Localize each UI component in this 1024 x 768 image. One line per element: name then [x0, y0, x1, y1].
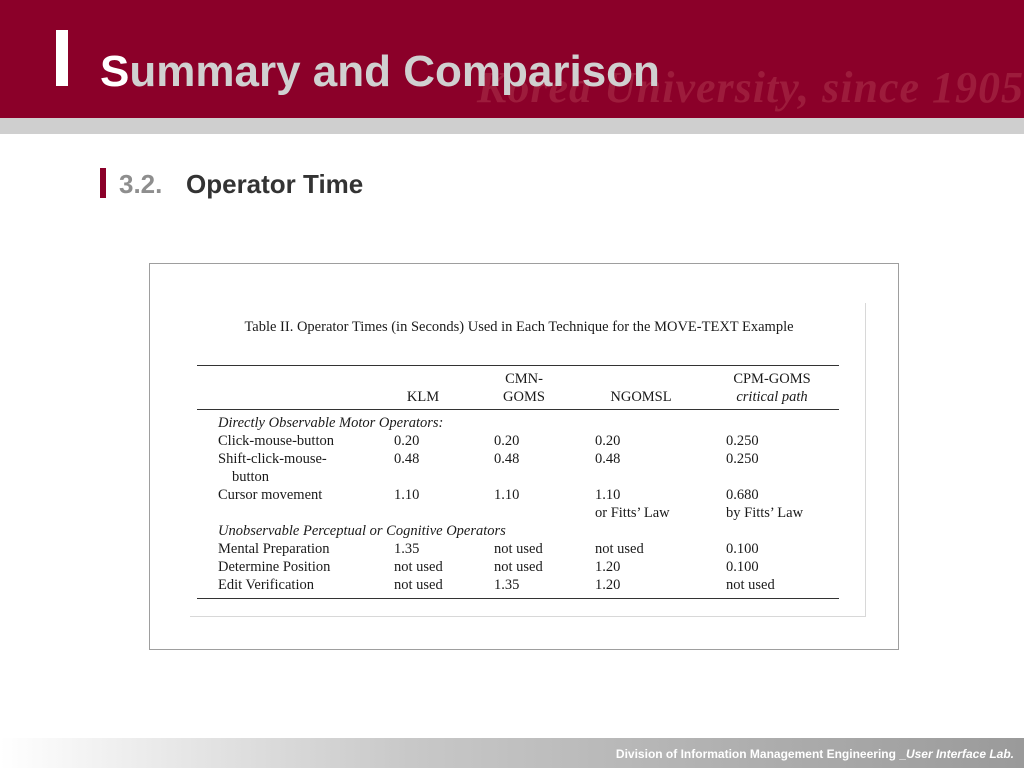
header-cpm-goms: CPM-GOMS critical path: [733, 371, 811, 405]
row-label: Determine Position: [218, 559, 331, 575]
top-rule: [197, 365, 839, 366]
footer-lab: User Interface Lab.: [905, 747, 1014, 761]
footer-credit: [616, 747, 1014, 761]
title-initial: S: [100, 47, 130, 96]
cell-cmn-goms: not used: [494, 541, 543, 557]
header-klm: KLM: [406, 389, 440, 405]
cell-cpm-goms: 0.100: [726, 541, 759, 557]
cell-ngomsl: not used: [595, 541, 644, 557]
header-divider: [0, 118, 1024, 134]
cell-cpm-goms: 0.680: [726, 487, 759, 503]
header-ngomsl: NGOMSL: [610, 389, 672, 405]
cell-cpm-goms: not used: [726, 577, 775, 593]
cell-cmn-goms: 1.10: [494, 487, 520, 503]
cell-ngomsl: 1.20: [595, 577, 621, 593]
slide-title: [100, 48, 660, 96]
cell-ngomsl: 1.10: [595, 487, 621, 503]
cell-cmn-goms: 0.48: [494, 451, 520, 467]
table-caption: Table II. Operator Times (in Seconds) Used in Each Technique for the MOVE-TEXT Example: [244, 319, 794, 335]
title-rest: ummary and Comparison: [129, 47, 660, 96]
subtitle-marker: [100, 168, 106, 198]
cell-klm: 1.35: [394, 541, 420, 557]
cell-cpm-goms: 0.250: [726, 433, 759, 449]
section-cognitive-heading: Unobservable Perceptual or Cognitive Operators: [218, 523, 506, 539]
cell-klm: 0.20: [394, 433, 420, 449]
title-bar-marker: [56, 30, 68, 86]
subtitle-number: 3.2.: [119, 169, 163, 199]
row-label: Click-mouse-button: [218, 433, 334, 449]
cell-klm: not used: [394, 559, 443, 575]
header-rule: [197, 409, 839, 410]
row-label: Shift-click-mouse-: [218, 451, 327, 467]
cell-ngomsl: 0.48: [595, 451, 621, 467]
university-watermark: Korea University, since 1905: [477, 63, 1024, 112]
row-label: Edit Verification: [218, 577, 314, 593]
row-label: Mental Preparation: [218, 541, 330, 557]
cell-klm: 1.10: [394, 487, 420, 503]
section-motor-heading: Directly Observable Motor Operators:: [218, 415, 444, 431]
cell-ngomsl-note: or Fitts’ Law: [595, 505, 670, 521]
cell-cmn-goms: 0.20: [494, 433, 520, 449]
footer-division: Division of Information Management Engineering _: [615, 747, 906, 761]
header-cmn-goms: CMN- GOMS: [503, 371, 545, 405]
bottom-rule: [197, 598, 839, 599]
cell-cpm-goms-note: by Fitts’ Law: [726, 505, 804, 521]
cell-klm: not used: [394, 577, 443, 593]
subtitle-text: Operator Time: [186, 169, 364, 199]
header-banner: [0, 0, 1024, 118]
cell-cpm-goms: 0.100: [726, 559, 759, 575]
cell-ngomsl: 1.20: [595, 559, 621, 575]
cell-ngomsl: 0.20: [595, 433, 621, 449]
cell-cpm-goms: 0.250: [726, 451, 759, 467]
row-label: Cursor movement: [218, 487, 323, 503]
cell-cmn-goms: not used: [494, 559, 543, 575]
cell-klm: 0.48: [394, 451, 420, 467]
row-label-continued: button: [232, 469, 270, 485]
cell-cmn-goms: 1.35: [494, 577, 520, 593]
